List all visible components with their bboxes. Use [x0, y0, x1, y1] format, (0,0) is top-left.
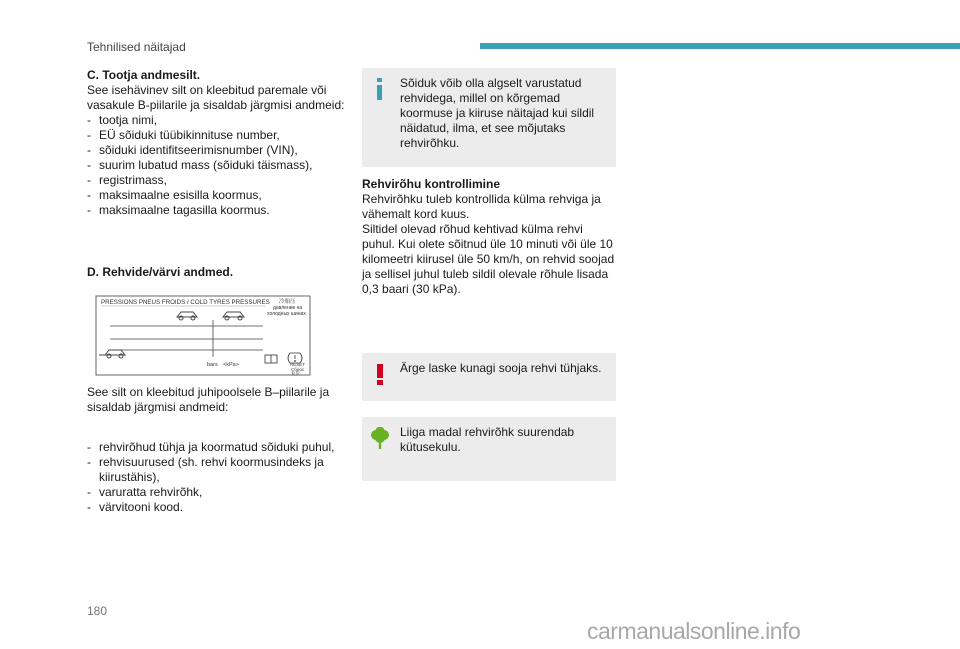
list-item: - rehvisuurused (sh. rehvi koormusindeks ja kiirustähis), — [87, 455, 349, 485]
list-item: - EÜ sõiduki tüübikinnituse number, — [87, 128, 349, 143]
list-item: - varuratta rehvirõhk, — [87, 485, 349, 500]
list-item: - registrimass, — [87, 173, 349, 188]
warning-icon — [370, 363, 390, 385]
watermark: carmanualsonline.info — [587, 618, 801, 644]
list-item: - tootja nimi, — [87, 113, 349, 128]
section-c-title: C. Tootja andmesilt. — [87, 68, 201, 82]
label-reset-text: RESET — [290, 362, 306, 367]
list-item: - maksimaalne esisilla koormus, — [87, 188, 349, 203]
list-item: - värvitooni kood. — [87, 500, 349, 515]
info-icon — [370, 78, 390, 100]
pressure-check-section — [362, 177, 616, 297]
label-cjk-text: 冷胎压 — [279, 299, 296, 305]
warning-note — [362, 353, 616, 401]
info-note — [362, 68, 616, 167]
label-russian-text-2: холодных шинах — [267, 311, 306, 317]
list-item: - suurim lubatud mass (sõiduki täismass), — [87, 158, 349, 173]
label-bars-text: bars — [207, 362, 218, 368]
tyre-pressure-label-illustration — [95, 295, 395, 442]
label-header-text: PRESSIONS PNEUS FROIDS / COLD TYRES PRESSURES — [101, 299, 270, 306]
list-item: - rehvirõhud tühja ja koormatud sõiduki puhul, — [87, 440, 349, 455]
header-title: Tehnilised näitajad — [87, 40, 186, 54]
section-d-title: D. Rehvide/värvi andmed. — [87, 265, 234, 279]
pressure-check-title: Rehvirõhu kontrollimine — [362, 177, 501, 191]
section-c-intro: See isehävinev silt on kleebitud paremale või vasakule B-piilarile ja sisaldab järgmisi andmeid: — [87, 83, 345, 112]
section-d-list — [87, 440, 349, 515]
section-c-list — [87, 113, 349, 218]
eco-note — [362, 417, 616, 481]
page-number: 180 — [87, 604, 108, 618]
eco-note-text: Liiga madal rehvirõhk suurendab kütusekulu. — [400, 425, 575, 454]
pressure-check-body: Rehvirõhku tuleb kontrollida külma rehviga ja vähemalt kord kuus. Siltidel olevad rõhud kehtivad külma rehvi puhul. Kui olete sõitnud üle 10 minuti või üle 10 kilomeetri kiirusel üle 50 km/h, on rehvid soojad ja sellisel juhul tuleb sildil olevale rõhule lisada 0,3 baari (30 kPa). — [362, 192, 615, 296]
header-accent-bar — [480, 43, 960, 49]
info-note-text: Sõiduk võib olla algselt varustatud rehvidega, millel on kõrgemad koormuse ja kiiruse näitajad kui sildil näidatud, ilma, et see mõjutaks rehvirõhku. — [400, 76, 595, 150]
eco-tree-icon — [370, 427, 390, 449]
label-reset-ru: Сброс — [291, 367, 305, 372]
list-item: - maksimaalne tagasilla koormus. — [87, 203, 349, 218]
section-c — [87, 68, 349, 218]
label-russian-text-1: давление на — [273, 305, 303, 311]
list-item: - sõiduki identifitseerimisnumber (VIN), — [87, 143, 349, 158]
section-d-intro: See silt on kleebitud juhipoolsele B–piilarile ja sisaldab järgmisi andmeid: — [87, 385, 330, 414]
label-reset-cjk: 复位 — [291, 372, 300, 377]
label-kpa-text: <kPa> — [223, 362, 239, 368]
warning-note-text: Ärge laske kunagi sooja rehvi tühjaks. — [400, 361, 602, 375]
